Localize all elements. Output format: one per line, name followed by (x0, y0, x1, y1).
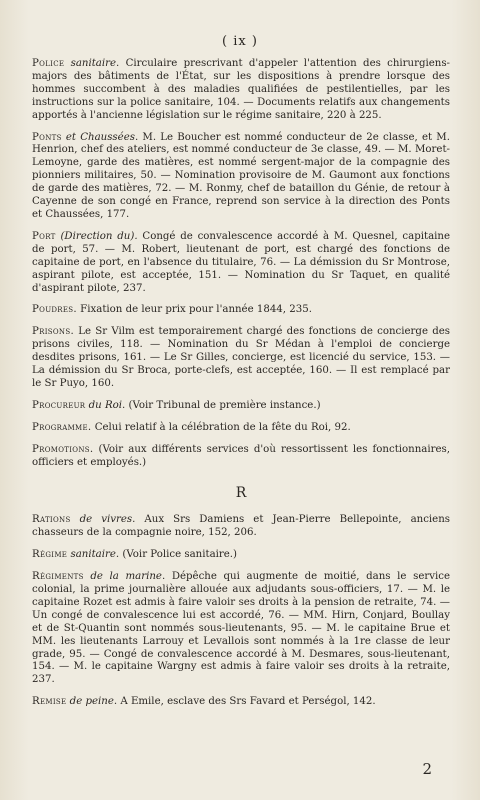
entry-lemma: Rations (32, 514, 71, 526)
signature-mark: 2 (422, 760, 432, 778)
entry-lemma: Prisons. (32, 326, 74, 338)
entry-lemma: Programme. (32, 421, 92, 433)
entry-lemma: Remise (32, 696, 67, 708)
entry-lemma: Police (32, 58, 65, 69)
entry-lemma: Ponts (32, 131, 62, 143)
entry-text: Dépêche qui augmente de moitié, dans le service colonial, la prime journalière allouée aux adjudants sous-officiers, 17. — M. le capitaine Rozet est admis à faire valoir ses droits à la pension de retraite, 74. — Un congé de convalescence lui est accordé, 76. — MM. Hirn, Conjard, Boullay et de St-Quantin sont nommés sous-lieutenants, 95. — M. le capitaine Brue et MM. les lieutenants Larrouy et Levallois sont nommés à la 1re classe de leur grade, 95. — Congé de convalescence accordé à M. Desmares, sous-lieutenant, 154. — M. le capitaine Wargny est admis à faire valoir ses droits à la retraite, 237. (32, 571, 450, 686)
index-entry (32, 58, 450, 123)
page-number: ( ix ) (222, 34, 258, 49)
section-letter: R (235, 485, 247, 502)
entry-text: (Voir Police sanitaire.) (122, 549, 238, 561)
index-entry (32, 422, 450, 435)
entry-lemma: Procureur (32, 399, 86, 411)
entry-text: Circulaire prescrivant d'appeler l'attention des chirurgiens-majors des bâtiments de l'État, sur les dispositions à prendre lorsque des hommes succombent à des maladies qualifiées de pestilentielles, par les instructions sur la police sanitaire, 104. — Documents relatifs aux changements apportés à l'ancienne législation sur le régime sanitaire, 220 à 225. (32, 58, 450, 121)
index-entry (32, 304, 450, 317)
index-entry (32, 132, 450, 222)
entry-text: Fixation de leur prix pour l'année 1844, 235. (80, 304, 312, 316)
entry-subheading: du Roi. (88, 399, 126, 411)
index-entry (32, 696, 450, 709)
entry-lemma: Port (32, 230, 56, 242)
index-entry (32, 231, 450, 296)
index-entry (32, 326, 450, 391)
entry-text: (Voir aux différents services d'où ressortissent les fonctionnaires, officiers et employés.) (32, 443, 450, 468)
entry-text: (Voir Tribunal de première instance.) (128, 399, 321, 411)
entry-text: A Emile, esclave des Srs Favard et Perségol, 142. (120, 696, 376, 708)
index-body (32, 58, 450, 718)
entry-text: M. Le Boucher est nommé conducteur de 2e classe, et M. Henrion, chef des ateliers, est nommé conducteur de 3e classe, 49. — M. Moret-Lemoyne, garde des matières, est nommé sergent-major de la compagnie des pionniers militaires, 50. — Nomination provisoire de M. Gaumont aux fonctions de garde des matières, 72. — M. Ronmy, chef de bataillon du Génie, de retour à Cayenne de son congé en France, reprend son service à la direction des Ponts et Chaussées, 177. (32, 131, 450, 220)
entry-subheading: sanitaire. (70, 549, 120, 561)
entry-subheading: (Direction du). (60, 230, 138, 242)
index-entry (32, 400, 450, 413)
entry-text: Aux Srs Damiens et Jean-Pierre Bellepointe, anciens chasseurs de la compagnie noire, 152, 206. (32, 514, 450, 539)
entry-text: Le Sr Vilm est temporairement chargé des fonctions de concierge des prisons civiles, 118. — Nomination du Sr Médan à l'emploi de concierge desdites prisons, 161. — Le Sr Gilles, concierge, est licencié du service, 153. — La démission du Sr Broca, porte-clefs, est acceptée, 160. — Il est remplacé par le Sr Puyo, 160. (32, 326, 450, 389)
entry-lemma: Promotions. (32, 443, 94, 455)
entries-bottom (32, 514, 450, 709)
entry-lemma: Poudres. (32, 304, 77, 316)
entry-lemma: Régiments (32, 571, 84, 583)
index-entry (32, 514, 450, 540)
index-entry (32, 571, 450, 687)
entry-subheading: de la marine. (90, 571, 166, 583)
index-entry (32, 549, 450, 562)
entry-subheading: de peine. (69, 696, 118, 708)
entry-text: Congé de convalescence accordé à M. Quesnel, capitaine de port, 57. — M. Robert, lieutenant de port, est chargé des fonctions de capitaine de port, en l'absence du titulaire, 76. — La démission du Sr Montrose, aspirant pilote, est acceptée, 151. — Nomination du Sr Taquet, en qualité d'aspirant pilote, 237. (32, 230, 450, 294)
entry-subheading: de vivres. (79, 514, 136, 526)
entries-top (32, 58, 450, 469)
entry-lemma: Régime (32, 549, 68, 561)
index-entry (32, 444, 450, 470)
entry-subheading: et Chaussées. (65, 131, 139, 143)
entry-text: Celui relatif à la célébration de la fête du Roi, 92. (94, 421, 351, 433)
entry-subheading: sanitaire. (70, 58, 120, 69)
